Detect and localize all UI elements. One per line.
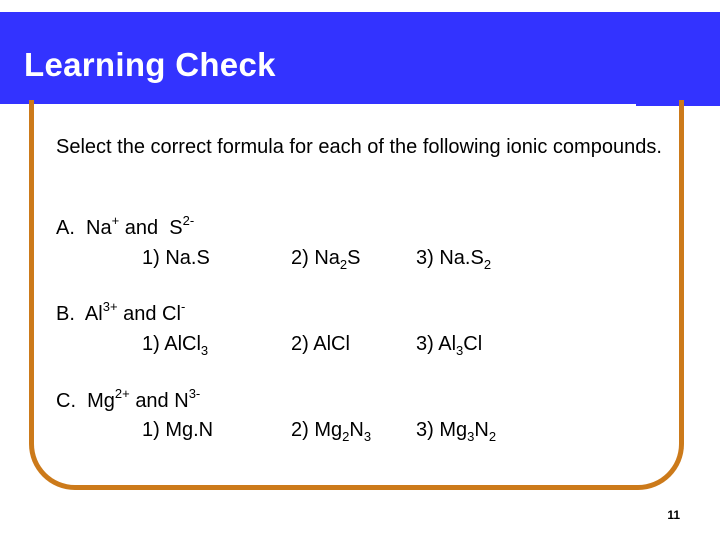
- page-number: 11: [667, 508, 680, 522]
- option-number: 3): [416, 333, 439, 355]
- intro-text: Select the correct formula for each of the following ionic compounds.: [56, 136, 662, 158]
- formula-subscript: 3: [467, 429, 475, 444]
- option-number: 1): [142, 247, 166, 269]
- question-b-option-3: [416, 332, 482, 356]
- question-letter: B.: [56, 303, 75, 325]
- question-a-label: [56, 213, 195, 240]
- ion-2-charge: 3-: [188, 386, 201, 401]
- formula-text: N: [349, 419, 364, 441]
- question-letter: C.: [56, 390, 76, 412]
- connector-word: and: [123, 303, 157, 325]
- ion-2: S: [169, 217, 183, 239]
- question-a-option-3: [416, 246, 491, 270]
- question-c-option-2: [291, 418, 371, 442]
- ion-2-charge: -: [180, 299, 186, 314]
- formula-text: AlCl: [313, 333, 350, 355]
- question-b-option-2: [291, 332, 350, 356]
- question-a-option-2: [291, 246, 361, 270]
- formula-text: Mg.N: [165, 419, 214, 441]
- question-b-option-1: [142, 332, 208, 356]
- question-c-option-1: [142, 418, 213, 442]
- formula-text: Mg: [439, 419, 468, 441]
- formula-text: Al: [438, 333, 457, 355]
- formula-subscript: 2: [342, 429, 350, 444]
- formula-subscript: 3: [363, 429, 372, 444]
- slide-title: Learning Check: [24, 46, 276, 83]
- formula-text: AlCl: [164, 333, 201, 355]
- formula-text: Cl: [463, 333, 483, 355]
- formula-text: Na.S: [439, 247, 484, 269]
- connector-word: and: [124, 217, 159, 239]
- option-number: 2): [291, 247, 315, 269]
- ion-1-charge: +: [111, 213, 120, 228]
- option-number: 3): [416, 247, 440, 269]
- connector-word: and: [135, 390, 169, 412]
- formula-subscript: 3: [456, 343, 464, 358]
- question-c-option-3: [416, 418, 496, 442]
- option-number: 3): [416, 419, 440, 441]
- ion-1-charge: 2+: [114, 386, 130, 401]
- formula-subscript: 2: [483, 257, 492, 272]
- option-number: 2): [291, 333, 314, 355]
- title-banner: [0, 12, 720, 106]
- formula-subscript: 2: [339, 257, 348, 272]
- option-number: 1): [142, 419, 166, 441]
- formula-subscript: 3: [200, 343, 209, 358]
- ion-2: N: [174, 390, 189, 412]
- ion-1: Mg: [87, 390, 115, 412]
- question-letter: A.: [56, 217, 75, 239]
- ion-2-charge: 2-: [182, 213, 195, 228]
- ion-1-charge: 3+: [102, 299, 118, 314]
- ion-2: Cl: [162, 303, 181, 325]
- question-c-label: [56, 386, 201, 413]
- ion-1: Na: [86, 217, 112, 239]
- formula-text: Na.S: [165, 247, 210, 269]
- question-b-label: [56, 299, 186, 326]
- formula-text: Mg: [314, 419, 343, 441]
- ion-1: Al: [84, 303, 103, 325]
- formula-subscript: 2: [488, 429, 497, 444]
- formula-text: S: [347, 247, 361, 269]
- question-a-option-1: [142, 246, 210, 270]
- option-number: 1): [142, 333, 165, 355]
- formula-text: N: [474, 419, 489, 441]
- formula-text: Na: [314, 247, 340, 269]
- option-number: 2): [291, 419, 315, 441]
